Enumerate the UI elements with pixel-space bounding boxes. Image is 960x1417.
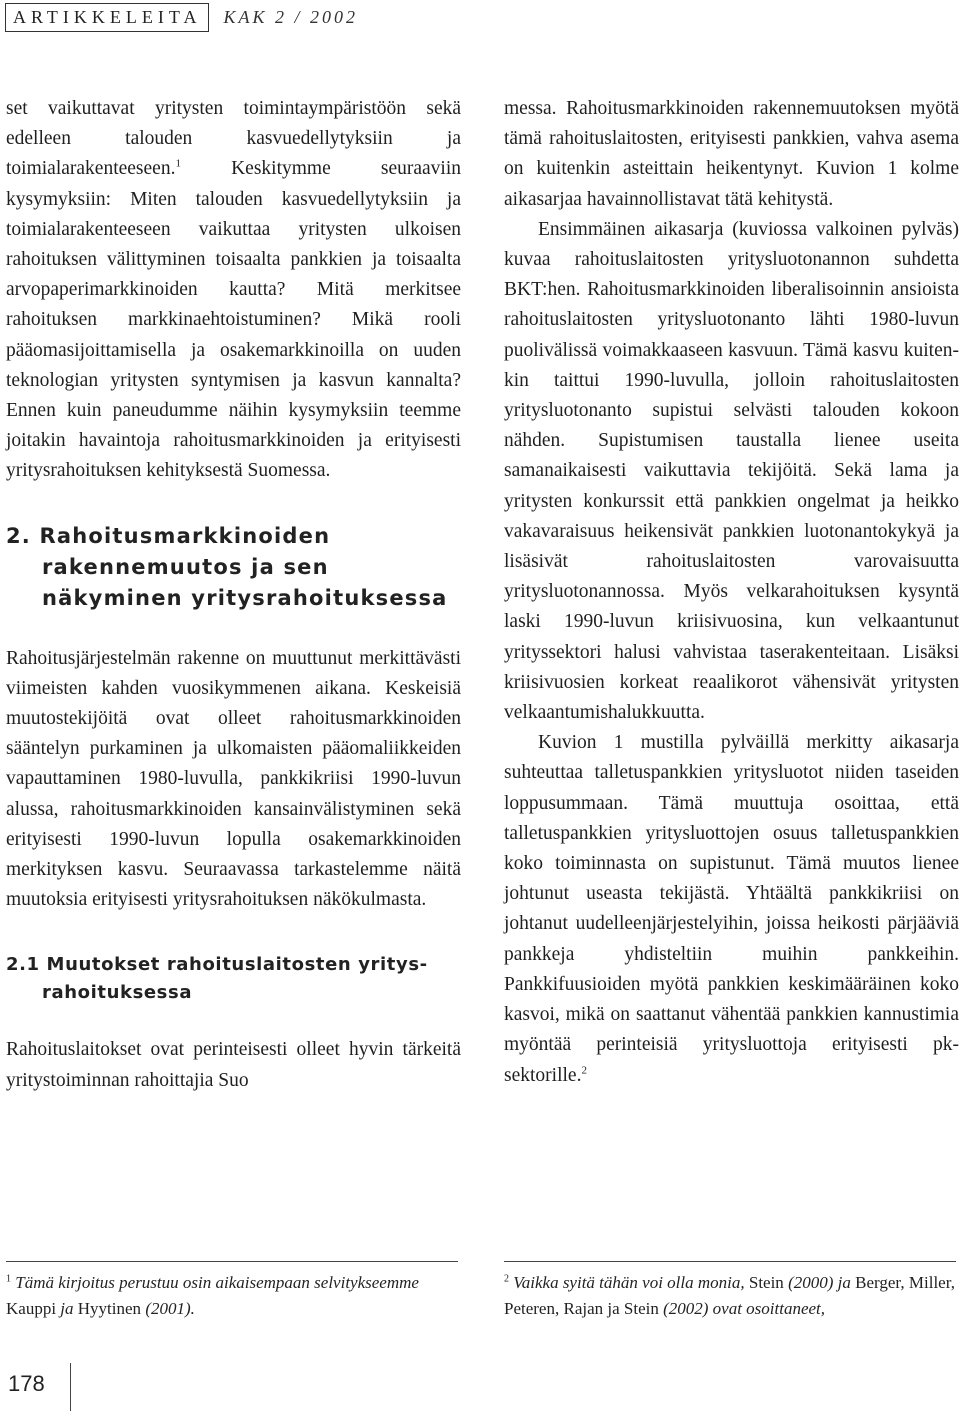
subsection-heading: 2.1 Muutokset rahoituslaitosten yritysrahoituksessa <box>6 954 428 1004</box>
issue-label: KAK 2 / 2002 <box>223 6 358 27</box>
body-paragraph: set vaikuttavat yritysten toimintaympäristöön sekä edelleen talouden kasvuedellytyksiin ja toimialarakenteeseen.$^1$ Keskitymme seuraaviin kysymyksiin: Miten talouden kasvuedellytyksiin ja toimialarakenteeseen vaikuttaa yritysten ulkoisen rahoituksen välittyminen toisaalta pankkien ja toisaalta arvopaperimarkkinoiden kautta? Mitä merkitsee rahoituksen markkinaehtoistuminen? Mikä rooli pääomasijoittamisella ja osakemarkkinoilla on uuden teknologian yritysten syntymisen ja kasvun kannalta? Ennen kuin paneudumme näihin kysymyksiin teemme joitakin havaintoja rahoitusmarkkinoiden ja erityisesti yritysrahoituksen kehityksestä Suomessa. <box>6 98 461 482</box>
footnote-2: $^2$ Vaikka syitä tähän voi olla monia, Stein (2000) ja Berger, Miller, Peteren, Rajan ja Stein (2002) ovat osoittaneet, <box>504 1273 955 1318</box>
section-heading: 2. Rahoitusmarkkinoiden rakennemuutos ja sen näkyminen yritysrahoituksessa <box>6 523 448 610</box>
footnote-ref[interactable]: 1 <box>175 157 181 170</box>
section-label: ARTIKKELEITA <box>5 3 209 32</box>
page-number-rule <box>70 1363 71 1411</box>
body-paragraph: Rahoituslaitokset ovat perinteisesti olleet hyvin tärkeitä yritystoiminnan rahoittajia Suo <box>6 1039 461 1091</box>
body-paragraph: messa. Rahoitusmarkkinoiden rakennemuutoksen myötä tämä rahoituslaitosten, erityisesti pankkien, vahva asema on kuitenkin asteittain heikentynyt. Kuvion 1 kolme aikasarjaa havainnollistavat tätä kehitystä. <box>504 98 959 210</box>
footnote-1: $^1$ Tämä kirjoitus perustuu osin aikaisempaan selvitykseemme Kauppi ja Hyytinen (2001). <box>6 1273 419 1318</box>
right-column <box>504 94 959 1091</box>
footnote-ref[interactable]: 2 <box>581 1064 587 1076</box>
left-column <box>6 94 461 1096</box>
page-number: 178 <box>8 1371 45 1396</box>
body-paragraph: Kuvion 1 mustilla pylväillä merkitty aikasarja suhteuttaa talletuspankkien yritysluotot niiden taseiden loppusummaan. Tämä muuttuja osoittaa, että talletuspankkien yritysluottojen osuus talletuspankkien koko toiminnasta on supistunut. Tämä muutos lienee johtunut useasta tekijästä. Yhtäältä pankkikriisi on johtanut uudelleenjärjestelyihin, joissa heikosti pärjääviä pankkeja yhdisteltiin muihin pankkeihin. Pankkifuusioiden myötä pankkien keskimääräinen koko kasvoi, mikä on saattanut vähentää pankkien kannustimia myöntää perinteisiä yritysluottoja erityisesti pk-sektorille.$^2$ <box>504 732 959 1086</box>
body-paragraph: Rahoitusjärjestelmän rakenne on muuttunut merkittävästi viimeisten kahden vuosikymmenen aikana. Keskeisiä muutostekijöitä ovat olleet rahoitusmarkkinoiden sääntelyn purkaminen ja ulkomaisten pääomaliikkeiden vapauttaminen 1980-luvulla, pankkikriisi 1990-luvun alussa, rahoitusmarkkinoiden kansainvälistyminen sekä erityisesti 1990-luvun lopulla osakemarkkinoiden merkityksen kasvu. Seuraavassa tarkastelemme näitä muutoksia erityisesti yritysrahoituksen näkökulmasta. <box>6 647 461 911</box>
footnote-divider <box>6 1261 458 1262</box>
running-header <box>5 3 358 31</box>
body-paragraph: Ensimmäinen aikasarja (kuviossa valkoinen pylväs) kuvaa rahoituslaitosten yritysluotonannon suhdetta BKT:hen. Rahoitusmarkkinoiden liberalisoinnin ansioista rahoituslaitosten yritysluotonanto lähti 1980-luvun puolivälissä voimakkaaseen kasvuun. Tämä kasvu kuitenkin taittui 1990-luvulla, jolloin rahoituslaitosten yritysluotonanto supistui selvästi talouden kokoon nähden. Supistumisen taustalla lienee useita samanaikaisesti vaikuttavia tekijöitä. Sekä lama ja yritysten konkurssit että pankkien ongelmat ja heikko vakavaraisuus heikensivät pankkien luotonantokykyä ja lisäsivät rahoituslaitosten varovaisuutta yritysluotonannossa. Myös velkarahoituksen kysyntä laski 1990-luvun kriisivuosina, kun velkaantunut yrityssektori halusi vahvistaa taserakenteitaan. Lisäksi kriisivuosien korkeat reaalikorot vähensivät yritysten velkaantumishalukkuutta. <box>504 218 959 724</box>
footnote-divider <box>504 1261 956 1262</box>
